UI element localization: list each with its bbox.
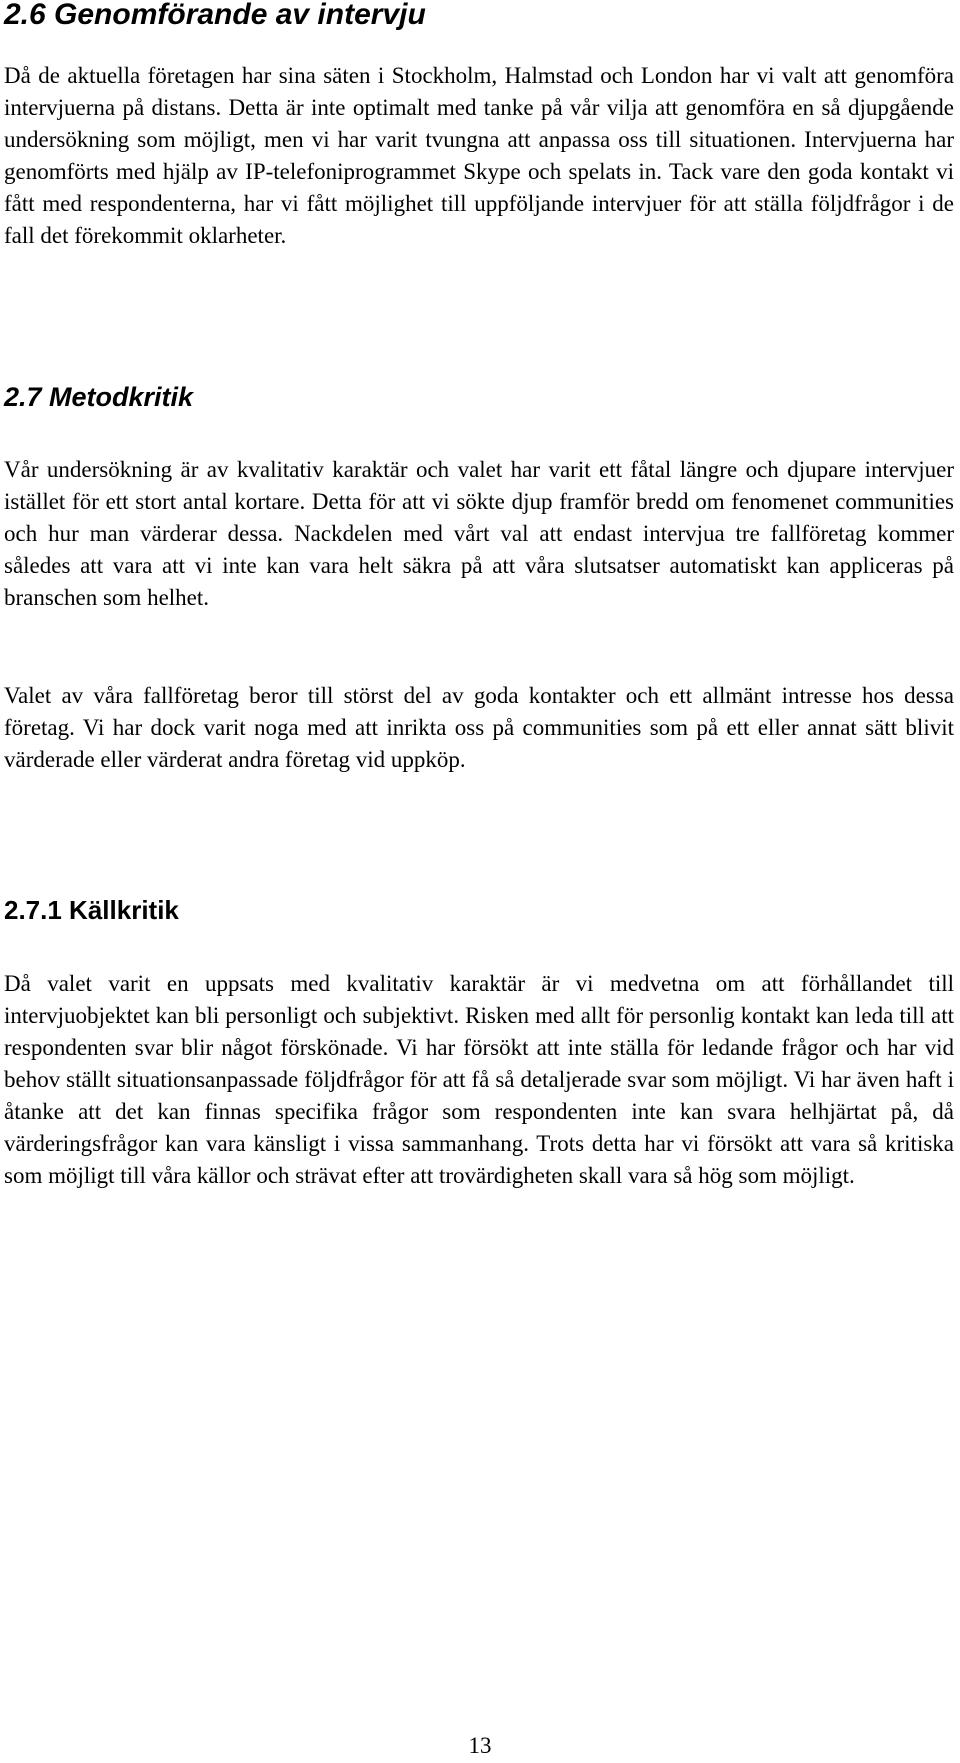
paragraph-kallkritik: Då valet varit en uppsats med kvalitativ karaktär är vi medvetna om att förhållandet till intervjuobjektet kan bli personligt och subjektivt. Risken med allt för personlig kontakt kan leda till att respondenten svar blir något förskönade. Vi har försökt att inte ställa för ledande frågor och har vid behov ställt situationsanpassade följdfrågor för att få så detaljerade svar som möjligt. Vi har även haft i åtanke att det kan finnas specifika frågor som respondenten inte kan svara helhjärtat på, då värderingsfrågor kan vara känsligt i vissa sammanhang. Trots detta har vi försökt att vara så kritiska som möjligt till våra källor och strävat efter att trovärdigheten skall vara så hög som möjligt.	[4, 971, 954, 1188]
paragraph-metodkritik-1: Vår undersökning är av kvalitativ karaktär och valet har varit ett fåtal längre och djupare intervjuer istället för ett stort antal kortare. Detta för att vi sökte djup framför bredd om fenomenet communities och hur man värderar dessa. Nackdelen med vårt val att endast intervjua tre fallföretag kommer således att vara att vi inte kan vara helt säkra på att våra slutsatser automatiskt kan appliceras på branschen som helhet.	[4, 457, 954, 610]
section-heading-kallkritik: 2.7.1 Källkritik	[4, 895, 179, 925]
section-heading-genomforande: 2.6 Genomförande av intervju	[4, 0, 426, 31]
paragraph-metodkritik-2: Valet av våra fallföretag beror till störst del av goda kontakter och ett allmänt intresse hos dessa företag. Vi har dock varit noga med att inrikta oss på communities som på ett eller annat sätt blivit värderade eller värderat andra företag vid uppköp.	[4, 683, 954, 772]
section-heading-metodkritik: 2.7 Metodkritik	[4, 382, 194, 412]
paragraph-genomforande: Då de aktuella företagen har sina säten i Stockholm, Halmstad och London har vi valt att genomföra intervjuerna på distans. Detta är inte optimalt med tanke på vår vilja att genomföra en så djupgående undersökning som möjligt, men vi har varit tvungna att anpassa oss till situationen. Intervjuerna har genomförts med hjälp av IP-telefoniprogrammet Skype och spelats in. Tack vare den goda kontakt vi fått med respondenterna, har vi fått möjlighet till uppföljande intervjuer för att ställa följdfrågor i de fall det förekommit oklarheter.	[4, 63, 954, 248]
page-number: 13	[468, 1733, 492, 1758]
